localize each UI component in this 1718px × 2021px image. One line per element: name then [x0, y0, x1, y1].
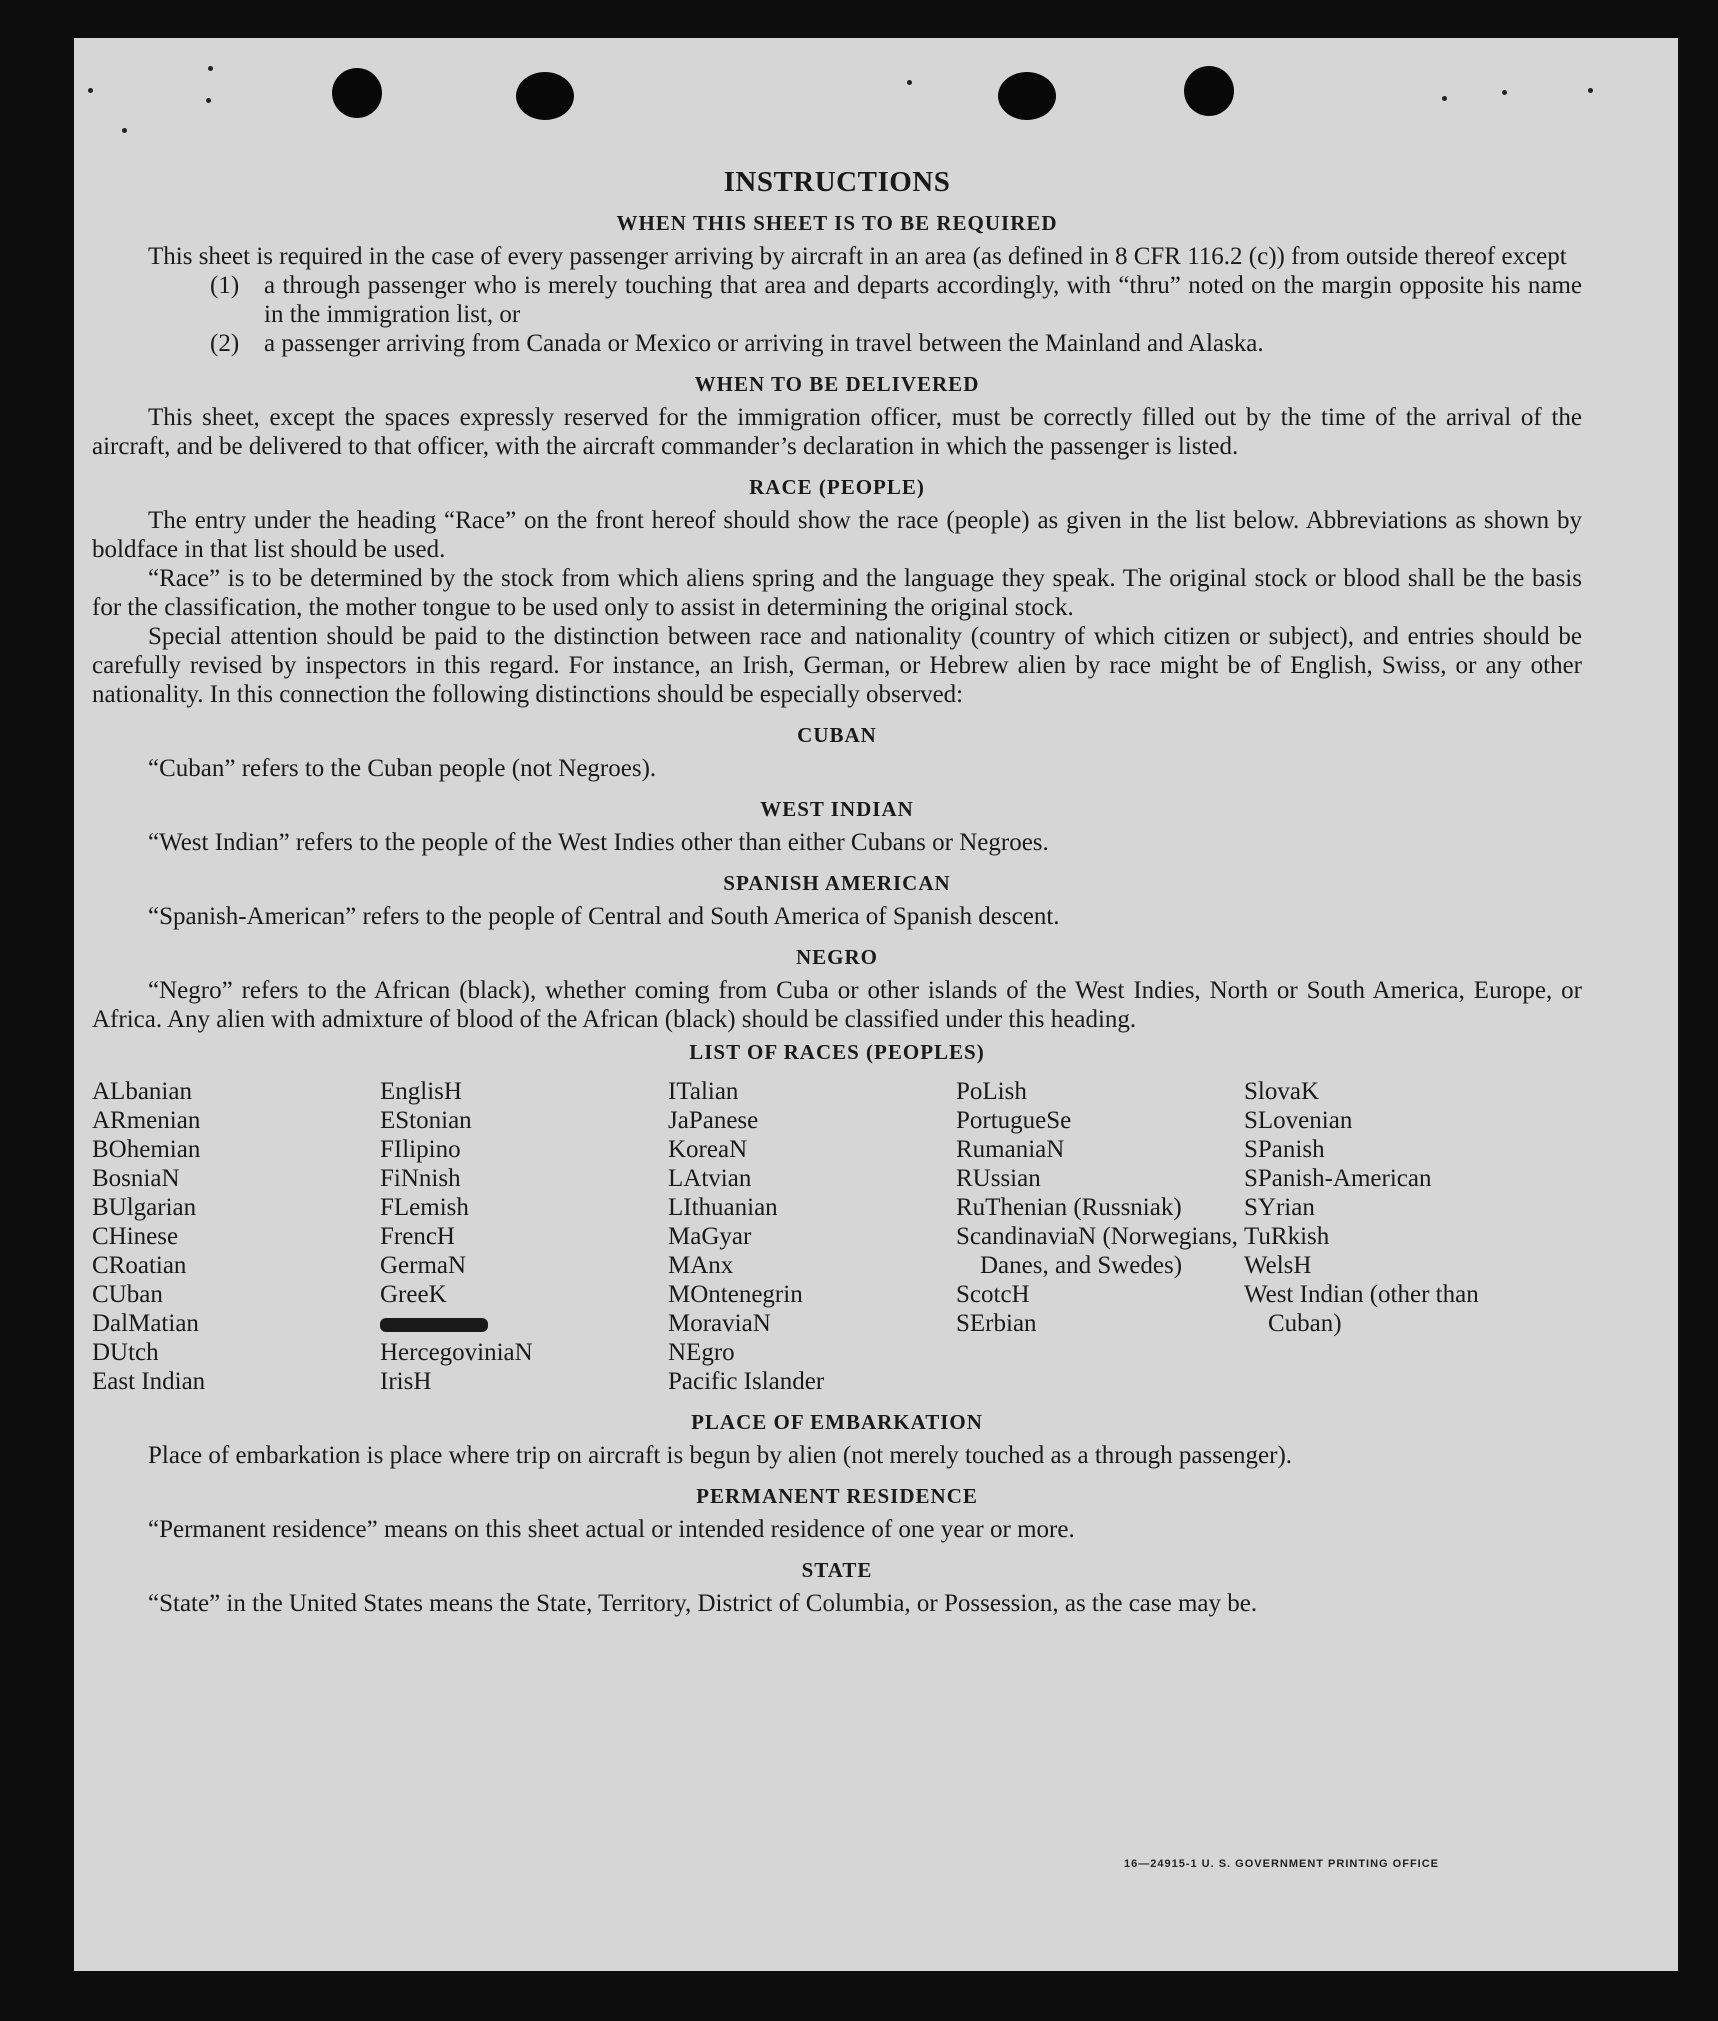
exception-text: a through passenger who is merely touching that area and departs accordingly, with “thru” noted on the margin opposite his name in the immigration list, or — [264, 272, 1582, 328]
race-entry: ScandinaviaN (Norwegians, Danes, and Swedes) — [956, 1223, 1238, 1279]
race-entry: FiNnish — [380, 1165, 461, 1192]
race-entry: MOntenegrin — [668, 1281, 803, 1308]
punch-hole — [998, 72, 1056, 120]
page-title: INSTRUCTIONS — [723, 166, 951, 198]
race-entry: WelsH — [1244, 1252, 1312, 1279]
race-column — [956, 1077, 1244, 1396]
race-entry: FIlipino — [380, 1136, 461, 1163]
dust-speck — [88, 88, 93, 93]
dust-speck — [907, 80, 912, 85]
redacted-entry — [380, 1309, 668, 1338]
race-list — [92, 1077, 1582, 1396]
race-entry: TuRkish — [1244, 1223, 1330, 1250]
race-entry: SPanish-American — [1244, 1165, 1432, 1192]
race-entry: IrisH — [380, 1368, 432, 1395]
exception-item — [210, 271, 1582, 329]
race-entry: SPanish — [1244, 1136, 1325, 1163]
paragraph: Place of embarkation is place where trip on aircraft is begun by alien (not merely touched as a through passenger). — [148, 1442, 1293, 1469]
race-entry: EnglisH — [380, 1078, 462, 1105]
race-entry: SlovaK — [1244, 1078, 1319, 1105]
race-entry: CHinese — [92, 1223, 179, 1250]
race-entry: Pacific Islander — [668, 1368, 825, 1395]
section-heading: WHEN THIS SHEET IS TO BE REQUIRED — [616, 211, 1058, 235]
race-entry: ALbanian — [92, 1078, 192, 1105]
race-entry: East Indian — [92, 1368, 206, 1395]
punch-hole — [516, 72, 574, 120]
race-entry: PoLish — [956, 1078, 1027, 1105]
race-entry: ScotcH — [956, 1281, 1030, 1308]
race-entry: SErbian — [956, 1310, 1037, 1337]
section-heading: PERMANENT RESIDENCE — [696, 1484, 978, 1508]
paragraph: “Cuban” refers to the Cuban people (not Negroes). — [148, 755, 657, 782]
race-entry: BUlgarian — [92, 1194, 197, 1221]
document-sheet — [74, 38, 1678, 1971]
race-entry: CRoatian — [92, 1252, 187, 1279]
race-entry: FrencH — [380, 1223, 455, 1250]
race-entry: MAnx — [668, 1252, 734, 1279]
paragraph: “Permanent residence” means on this sheet actual or intended residence of one year or more. — [148, 1516, 1075, 1543]
section-heading: NEGRO — [795, 945, 878, 969]
exception-item — [210, 329, 1582, 358]
race-entry: RUssian — [956, 1165, 1041, 1192]
race-entry: ARmenian — [92, 1107, 201, 1134]
race-entry: BosniaN — [92, 1165, 180, 1192]
race-entry: PortugueSe — [956, 1107, 1072, 1134]
paragraph: This sheet is required in the case of every passenger arriving by aircraft in an area (as defined in 8 CFR 116.2 (c)) from outside thereof except — [148, 243, 1567, 270]
race-entry: BOhemian — [92, 1136, 201, 1163]
paragraph: “Negro” refers to the African (black), whether coming from Cuba or other islands of the West Indies, North or South America, Europe, or Africa. Any alien with admixture of blood of the African (black) should be classified under this heading. — [92, 977, 1582, 1033]
paragraph: “Race” is to be determined by the stock from which aliens spring and the language they speak. The original stock or blood shall be the basis for the classification, the mother tongue to be used only to assist in determining the original stock. — [92, 565, 1582, 621]
race-entry: KoreaN — [668, 1136, 748, 1163]
race-entry: MoraviaN — [668, 1310, 771, 1337]
race-entry: RumaniaN — [956, 1136, 1065, 1163]
ink-blot — [380, 1318, 488, 1332]
race-entry: ITalian — [668, 1078, 739, 1105]
paragraph: “State” in the United States means the State, Territory, District of Columbia, or Possession, as the case may be. — [148, 1590, 1258, 1617]
race-entry: GermaN — [380, 1252, 467, 1279]
exception-number: (2) — [210, 330, 240, 357]
race-entry: RuThenian (Russniak) — [956, 1194, 1182, 1221]
race-entry: EStonian — [380, 1107, 472, 1134]
dust-speck — [206, 98, 211, 103]
dust-speck — [1588, 88, 1593, 93]
race-entry: NEgro — [668, 1339, 735, 1366]
race-entry: FLemish — [380, 1194, 469, 1221]
paragraph: “West Indian” refers to the people of the West Indies other than either Cubans or Negroes. — [148, 829, 1049, 856]
race-entry: SYrian — [1244, 1194, 1315, 1221]
race-entry: LIthuanian — [668, 1194, 778, 1221]
dust-speck — [1502, 90, 1507, 95]
section-heading: RACE (PEOPLE) — [749, 475, 925, 499]
paragraph: This sheet, except the spaces expressly reserved for the immigration officer, must be correctly filled out by the time of the arrival of the aircraft, and be delivered to that officer, with the aircraft commander’s declaration in which the passenger is listed. — [92, 404, 1582, 460]
section-heading: SPANISH AMERICAN — [723, 871, 951, 895]
race-column — [668, 1077, 956, 1396]
dust-speck — [122, 128, 127, 133]
race-entry: JaPanese — [668, 1107, 759, 1134]
paragraph: The entry under the heading “Race” on the front hereof should show the race (people) as given in the list below. Abbreviations as shown by boldface in that list should be used. — [92, 507, 1582, 563]
race-column — [92, 1077, 380, 1396]
dust-speck — [1442, 96, 1447, 101]
section-heading: WHEN TO BE DELIVERED — [694, 372, 980, 396]
exception-text: a passenger arriving from Canada or Mexico or arriving in travel between the Mainland and Alaska. — [264, 330, 1264, 357]
section-heading: PLACE OF EMBARKATION — [691, 1410, 983, 1434]
race-entry: DalMatian — [92, 1310, 199, 1337]
race-entry: MaGyar — [668, 1223, 752, 1250]
section-heading: WEST INDIAN — [760, 797, 914, 821]
race-column — [380, 1077, 668, 1396]
paragraph: “Spanish-American” refers to the people of Central and South America of Spanish descent. — [148, 903, 1060, 930]
race-column — [1244, 1077, 1532, 1396]
section-heading: CUBAN — [797, 723, 877, 747]
instructions-body — [92, 168, 1582, 1618]
race-entry: SLovenian — [1244, 1107, 1353, 1134]
exception-number: (1) — [210, 272, 240, 299]
race-entry: HercegoviniaN — [380, 1339, 533, 1366]
race-entry: GreeK — [380, 1281, 447, 1308]
dust-speck — [208, 66, 213, 71]
punch-hole — [1184, 66, 1234, 116]
race-entry: West Indian (other than Cuban) — [1244, 1281, 1479, 1337]
section-heading: STATE — [801, 1558, 873, 1582]
race-entry: LAtvian — [668, 1165, 752, 1192]
punch-hole — [332, 68, 382, 118]
race-entry: DUtch — [92, 1339, 159, 1366]
printer-imprint: 16—24915-1 U. S. GOVERNMENT PRINTING OFFICE — [1124, 1858, 1440, 1870]
race-entry: CUban — [92, 1281, 163, 1308]
paragraph: Special attention should be paid to the distinction between race and nationality (country of which citizen or subject), and entries should be carefully revised by inspectors in this regard. For instance, an Irish, German, or Hebrew alien by race might be of English, Swiss, or any other nationality. In this connection the following distinctions should be especially observed: — [92, 623, 1582, 708]
section-heading: LIST OF RACES (PEOPLES) — [689, 1040, 985, 1064]
